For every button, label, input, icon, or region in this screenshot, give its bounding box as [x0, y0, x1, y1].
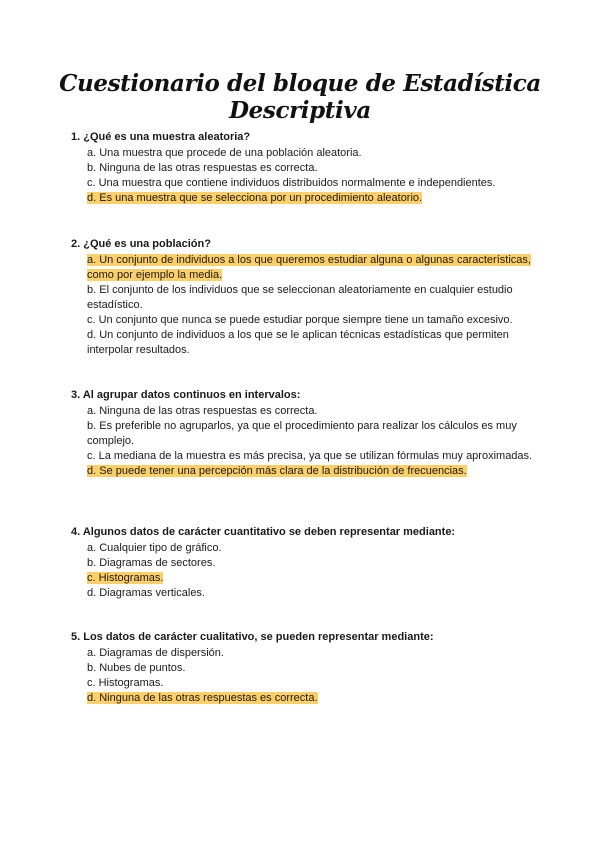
option-b	[87, 419, 541, 449]
option-text: b. El conjunto de los individuos que se seleccionan aleatoriamente en cualquier estudio estadístico.	[87, 284, 513, 311]
option-c-correct	[87, 571, 541, 586]
highlighted-answer: d. Ninguna de las otras respuestas es correcta.	[87, 692, 318, 704]
question-title: 5. Los datos de carácter cualitativo, se pueden representar mediante:	[71, 631, 434, 643]
option-b	[87, 661, 541, 676]
highlighted-answer: d. Se puede tener una percepción más clara de la distribución de frecuencias.	[87, 465, 467, 477]
question-1	[71, 130, 541, 206]
option-b	[87, 161, 541, 176]
option-d-correct	[87, 191, 541, 206]
question-2	[71, 237, 541, 358]
highlighted-answer: c. Histogramas.	[87, 572, 164, 584]
option-d	[87, 586, 541, 601]
option-text: a. Una muestra que procede de una población aleatoria.	[87, 147, 362, 159]
option-text: b. Es preferible no agruparlos, ya que el procedimiento para realizar los cálculos es muy complejo.	[87, 420, 517, 447]
page-title: Cuestionario del bloque de Estadística Descriptiva	[59, 70, 541, 124]
option-c	[87, 176, 541, 191]
option-d	[87, 328, 541, 358]
question-3	[71, 388, 541, 479]
option-text: d. Un conjunto de individuos a los que se le aplican técnicas estadísticas que permiten interpolar resultados.	[87, 329, 509, 356]
option-text: d. Diagramas verticales.	[87, 587, 205, 599]
question-4	[71, 525, 541, 601]
option-text: c. Una muestra que contiene individuos distribuidos normalmente e independientes.	[87, 177, 496, 189]
option-a	[87, 541, 541, 556]
highlighted-answer: d. Es una muestra que se selecciona por un procedimiento aleatorio.	[87, 192, 423, 204]
option-text: a. Ninguna de las otras respuestas es correcta.	[87, 405, 318, 417]
option-text: c. Histogramas.	[87, 677, 164, 689]
option-text: c. La mediana de la muestra es más precisa, ya que se utilizan fórmulas muy aproximadas.	[87, 450, 533, 462]
question-title: 4. Algunos datos de carácter cuantitativo se deben representar mediante:	[71, 526, 456, 538]
question-5	[71, 630, 541, 706]
option-b	[87, 283, 541, 313]
option-text: b. Ninguna de las otras respuestas es correcta.	[87, 162, 318, 174]
option-b	[87, 556, 541, 571]
question-title: 3. Al agrupar datos continuos en intervalos:	[71, 389, 301, 401]
option-d-correct	[87, 691, 541, 706]
option-d-correct	[87, 464, 541, 479]
option-text: a. Diagramas de dispersión.	[87, 647, 224, 659]
question-title: 2. ¿Qué es una población?	[71, 238, 211, 250]
option-a-correct	[87, 253, 541, 283]
option-a	[87, 646, 541, 661]
question-title: 1. ¿Qué es una muestra aleatoria?	[71, 131, 251, 143]
option-a	[87, 146, 541, 161]
option-c	[87, 449, 541, 464]
option-text: a. Cualquier tipo de gráfico.	[87, 542, 222, 554]
option-c	[87, 313, 541, 328]
option-text: b. Nubes de puntos.	[87, 662, 186, 674]
option-a	[87, 404, 541, 419]
highlighted-answer: a. Un conjunto de individuos a los que queremos estudiar alguna o algunas características, como por ejemplo la media.	[87, 254, 531, 281]
option-text: b. Diagramas de sectores.	[87, 557, 216, 569]
option-text: c. Un conjunto que nunca se puede estudiar porque siempre tiene un tamaño excesivo.	[87, 314, 513, 326]
option-c	[87, 676, 541, 691]
